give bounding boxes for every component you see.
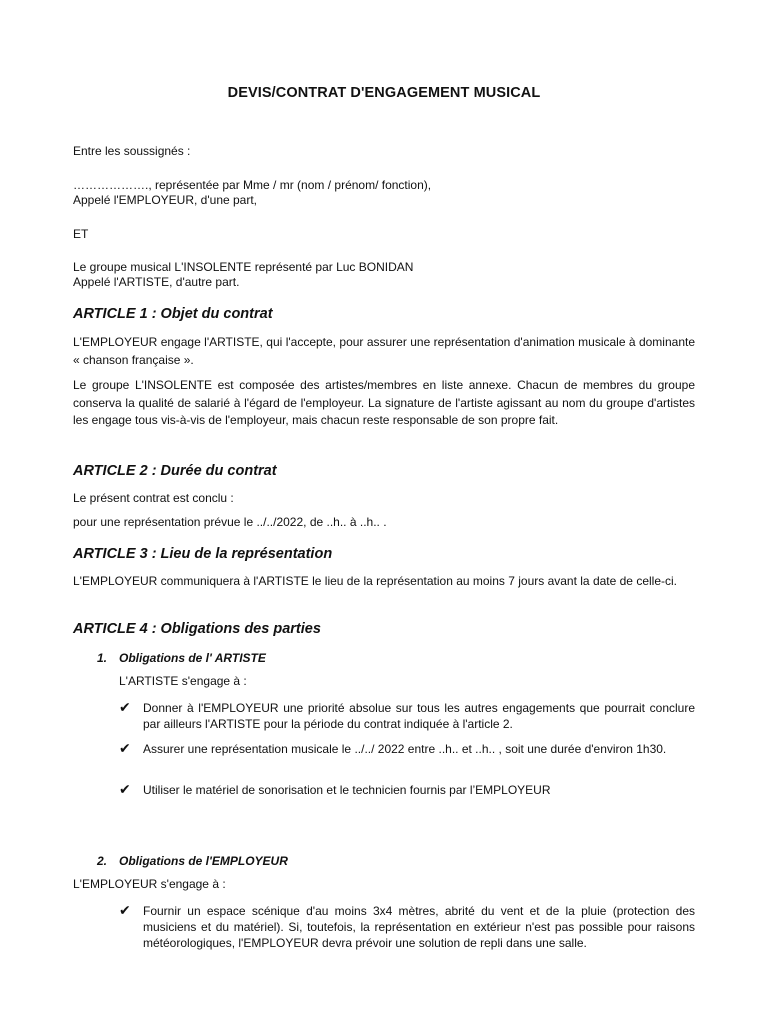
article-4-heading: ARTICLE 4 : Obligations des parties xyxy=(73,621,321,637)
article-3-para-1: L'EMPLOYEUR communiquera à l'ARTISTE le lieu de la représentation au moins 7 jours avant la date de celle-ci. xyxy=(73,574,677,588)
section-1-number: 1. xyxy=(97,651,108,665)
check-icon: ✔ xyxy=(119,699,131,715)
check-icon: ✔ xyxy=(119,902,131,918)
list-item-text: Fournir un espace scénique d'au moins 3x4 mètres, abrité du vent et de la pluie (protection des musiciens et du matériel). Si, toutefois, la représentation en extérieur n'est pas possible pour raisons météorologiques, l'EMPLOYEUR devra prévoir une solution de repli dans une salle. xyxy=(143,904,695,950)
article-2-para-2: pour une représentation prévue le ../../2022, de ..h.. à ..h.. . xyxy=(73,515,387,529)
section-1-heading xyxy=(97,651,266,665)
check-icon: ✔ xyxy=(119,740,131,756)
section-1-intro: L'ARTISTE s'engage à : xyxy=(119,674,247,688)
article-1-heading: ARTICLE 1 : Objet du contrat xyxy=(73,306,273,322)
section-2-heading xyxy=(97,854,288,868)
intro-artist-line: Le groupe musical L'INSOLENTE représenté par Luc BONIDAN xyxy=(73,260,414,274)
section-1-title: Obligations de l' ARTISTE xyxy=(119,651,266,665)
article-3-heading: ARTICLE 3 : Lieu de la représentation xyxy=(73,546,333,562)
section-2-title: Obligations de l'EMPLOYEUR xyxy=(119,854,288,868)
intro-employer-line: ………………., représentée par Mme / mr (nom / prénom/ fonction), xyxy=(73,178,432,192)
list-item-text: Utiliser le matériel de sonorisation et le technicien fournis par l’EMPLOYEUR xyxy=(143,783,551,797)
list-item xyxy=(119,700,695,732)
intro-employer-called: Appelé l'EMPLOYEUR, d'une part, xyxy=(73,193,258,207)
list-item-text: Donner à l'EMPLOYEUR une priorité absolue sur tous les autres engagements que pourrait conclure par ailleurs l'ARTISTE pour la période du contrat indiquée à l'article 2. xyxy=(143,701,695,731)
list-item xyxy=(119,903,695,951)
check-icon: ✔ xyxy=(119,781,131,797)
section-2-intro: L'EMPLOYEUR s'engage à : xyxy=(73,877,226,891)
intro-artist-called: Appelé l'ARTISTE, d'autre part. xyxy=(73,275,240,289)
intro-et: ET xyxy=(73,227,89,241)
article-1-para-1: L'EMPLOYEUR engage l'ARTISTE, qui l'accepte, pour assurer une représentation d'animation musicale à dominante « chanson française ». xyxy=(73,335,695,367)
document-title: DEVIS/CONTRAT D'ENGAGEMENT MUSICAL xyxy=(227,85,541,101)
section-2-number: 2. xyxy=(97,854,108,868)
article-1-para-2: Le groupe L'INSOLENTE est composée des artistes/membres en liste annexe. Chacun de membres du groupe conserva la qualité de salarié à l'égard de l'employeur. La signature de l'artiste agissant au nom du groupe d'artistes les engage tous vis-à-vis de l'employeur, mais chacun reste responsable de son propre fait. xyxy=(73,378,695,427)
list-item xyxy=(119,741,695,757)
intro-between: Entre les soussignés : xyxy=(73,144,191,158)
list-item-text: Assurer une représentation musicale le ../../ 2022 entre ..h.. et ..h.. , soit une durée d'environ 1h30. xyxy=(143,742,667,756)
list-item xyxy=(119,782,695,798)
article-2-heading: ARTICLE 2 : Durée du contrat xyxy=(73,463,277,479)
article-2-para-1: Le présent contrat est conclu : xyxy=(73,491,234,505)
